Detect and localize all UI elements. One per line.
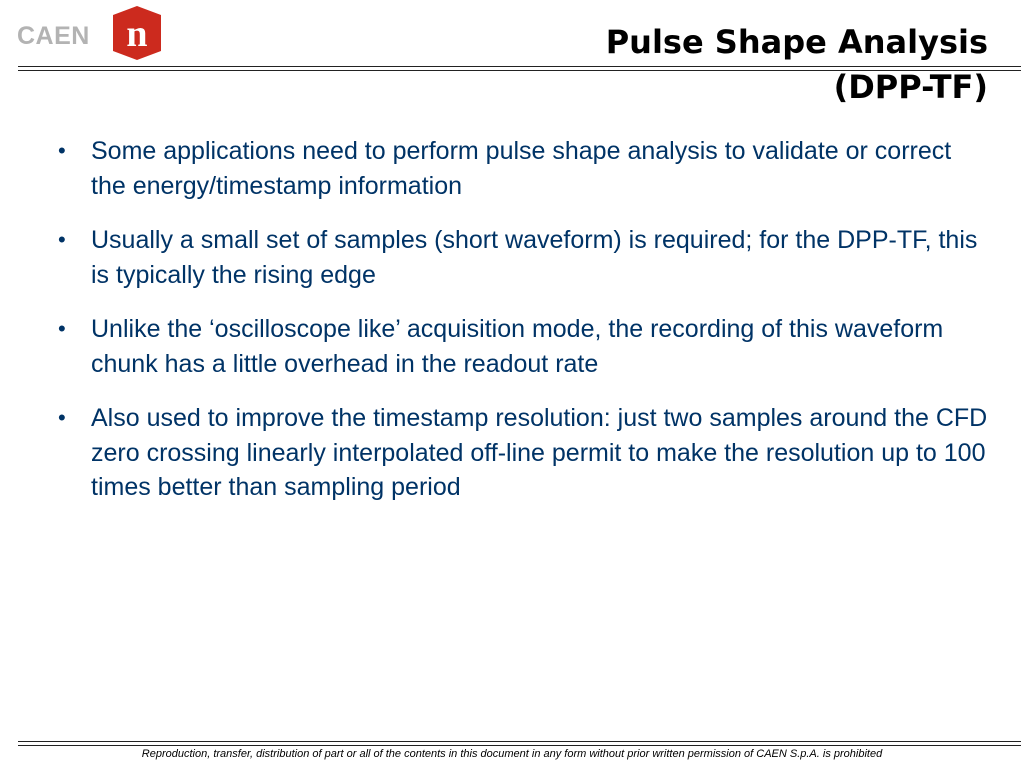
bullet-text: Unlike the ‘oscilloscope like’ acquisition mode, the recording of this waveform chunk has a little overhead in the readout rate [91,315,944,378]
logo-mark-letter: n [126,13,148,55]
bullet-marker: • [58,227,66,252]
title-line-2: (DPP-TF) [833,68,988,106]
bullet-marker: • [58,405,66,430]
header-rule-bottom [18,70,1021,71]
caen-logo [15,6,165,62]
bullet-item [58,223,988,292]
bullet-list [58,134,988,525]
footer-rule-top [18,741,1021,742]
bullet-marker: • [58,138,66,163]
footer-rule-bottom [18,745,1021,746]
bullet-item [58,401,988,505]
bullet-item [58,134,988,203]
logo-text: CAEN [17,22,90,50]
header-rule-top [18,66,1021,67]
bullet-text: Some applications need to perform pulse shape analysis to validate or correct the energy/timestamp information [91,137,952,200]
bullet-marker: • [58,316,66,341]
page-title [428,20,988,110]
bullet-text: Also used to improve the timestamp resolution: just two samples around the CFD zero crossing linearly interpolated off-line permit to make the resolution up to 100 times better than sampling period [91,404,988,501]
caen-n-mark-icon [111,6,163,60]
title-line-1: Pulse Shape Analysis [605,23,988,61]
bullet-item [58,312,988,381]
bullet-text: Usually a small set of samples (short waveform) is required; for the DPP-TF, this is typically the rising edge [91,226,978,289]
footer-disclaimer: Reproduction, transfer, distribution of part or all of the contents in this document in any form without prior written permission of CAEN S.p.A. is prohibited [141,748,883,760]
